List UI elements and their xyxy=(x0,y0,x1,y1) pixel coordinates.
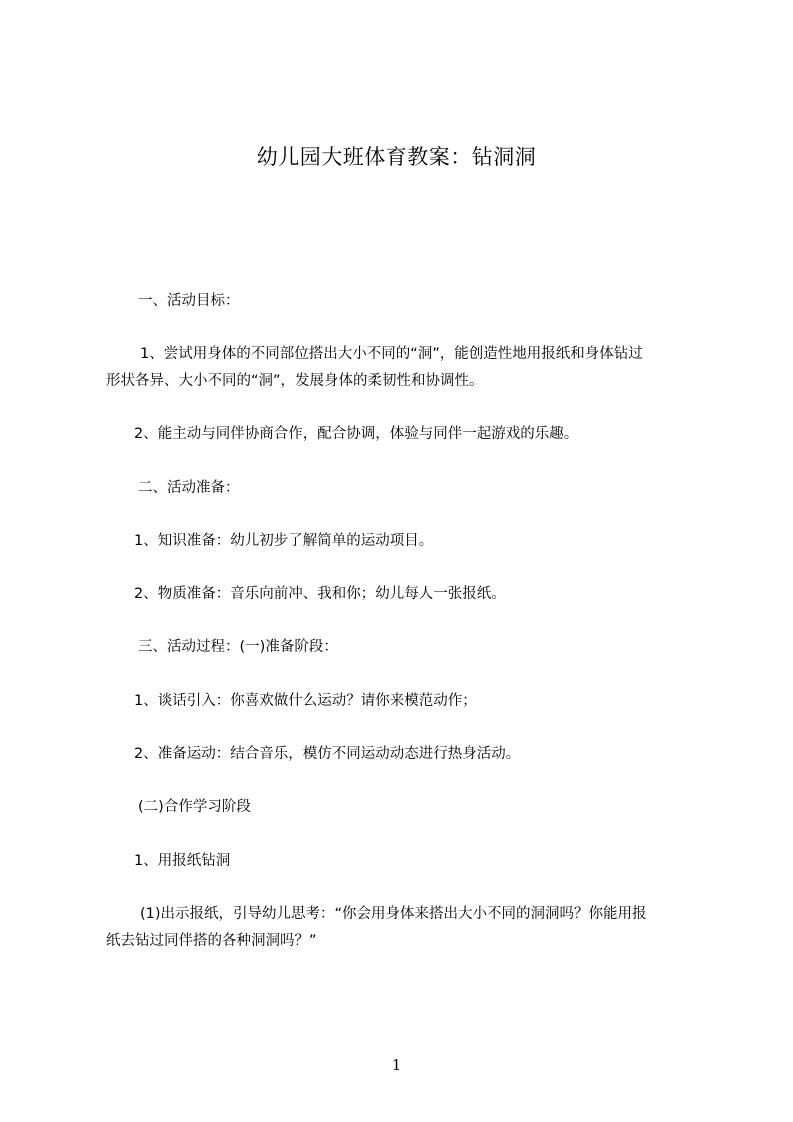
paragraph-process-1: 1、谈话引入：你喜欢做什么运动？请你来模范动作； xyxy=(134,693,477,709)
paragraph-goal-2: 2、能主动与同伴协商合作，配合协调，体验与同伴一起游戏的乐趣。 xyxy=(134,426,579,442)
paragraph-prep-2: 2、物质准备：音乐向前冲、我和你；幼儿每人一张报纸。 xyxy=(134,586,506,602)
paragraph-goal-1-line-2: 形状各异、大小不同的“洞”，发展身体的柔韧性和协调性。 xyxy=(106,373,484,389)
document-title: 幼儿园大班体育教案：钻洞洞 xyxy=(256,145,537,169)
paragraph-process-2: 2、准备运动：结合音乐，模仿不同运动动态进行热身活动。 xyxy=(134,746,521,762)
subsection-heading-cooperative: (二)合作学习阶段 xyxy=(138,799,251,815)
section-heading-goals: 一、活动目标： xyxy=(138,293,240,309)
paragraph-cooperative-1-1-line-2: 纸去钻过同伴搭的各种洞洞吗？” xyxy=(106,933,317,949)
paragraph-cooperative-1: 1、用报纸钻洞 xyxy=(134,853,231,869)
section-heading-preparation: 二、活动准备： xyxy=(138,480,240,496)
paragraph-goal-1-line-1: 1、尝试用身体的不同部位搭出大小不同的“洞”，能创造性地用报纸和身体钻过 xyxy=(140,346,643,362)
page-number: 1 xyxy=(391,1056,402,1074)
paragraph-cooperative-1-1-line-1: (1)出示报纸，引导幼儿思考：“你会用身体来搭出大小不同的洞洞吗？你能用报 xyxy=(140,906,647,922)
paragraph-prep-1: 1、知识准备：幼儿初步了解简单的运动项目。 xyxy=(134,533,434,549)
section-heading-process: 三、活动过程：(一)准备阶段： xyxy=(138,639,338,655)
